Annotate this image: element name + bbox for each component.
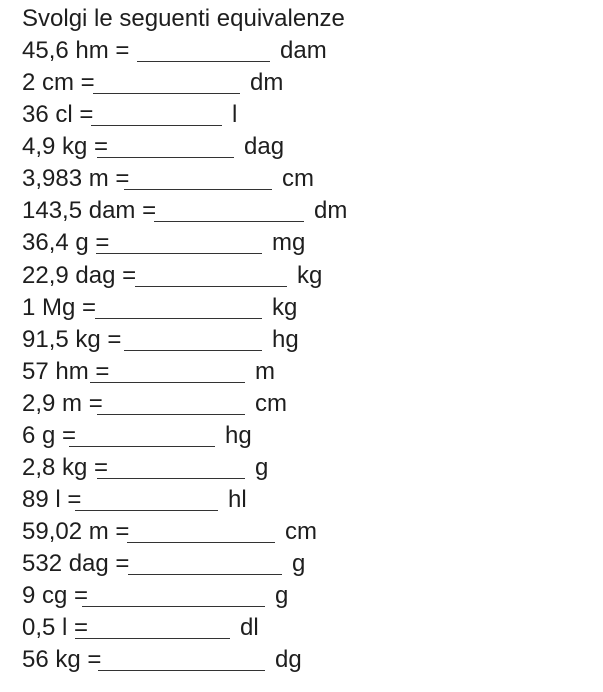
answer-blank [124, 189, 272, 190]
answer-blank [135, 286, 287, 287]
answer-blank [97, 478, 245, 479]
exercise-expression: 2 cm = [22, 69, 95, 96]
exercise-expression: 6 g = [22, 422, 77, 449]
answer-blank [95, 318, 262, 319]
target-unit: hg [225, 422, 252, 449]
exercise-expression: 89 l = [22, 486, 82, 513]
answer-blank [124, 350, 262, 351]
answer-blank [91, 125, 222, 126]
exercise-expression: 59,02 m = [22, 518, 130, 545]
exercise-expression: 36,4 g = [22, 229, 110, 256]
exercise-expression: 91,5 kg = [22, 326, 122, 353]
target-unit: kg [272, 294, 298, 321]
target-unit: kg [297, 262, 323, 289]
exercise-expression: 57 hm = [22, 358, 110, 385]
exercise-expression: 1 Mg = [22, 294, 97, 321]
answer-blank [75, 638, 230, 639]
answer-blank [97, 414, 245, 415]
exercise-expression: 22,9 dag = [22, 262, 137, 289]
target-unit: g [275, 582, 289, 609]
target-unit: cm [282, 165, 314, 192]
answer-blank [93, 93, 240, 94]
target-unit: dm [250, 69, 284, 96]
target-unit: g [292, 550, 306, 577]
answer-blank [96, 253, 262, 254]
exercise-expression: 9 cg = [22, 582, 89, 609]
exercise-expression: 2,9 m = [22, 390, 103, 417]
exercise-expression: 3,983 m = [22, 165, 130, 192]
exercise-expression: 143,5 dam = [22, 197, 157, 224]
target-unit: dm [314, 197, 348, 224]
target-unit: dg [275, 646, 302, 673]
exercise-expression: 532 dag = [22, 550, 130, 577]
answer-blank [154, 221, 304, 222]
answer-blank [128, 574, 282, 575]
answer-blank [98, 670, 265, 671]
target-unit: g [255, 454, 269, 481]
exercise-expression: 56 kg = [22, 646, 102, 673]
answer-blank [90, 382, 245, 383]
target-unit: cm [285, 518, 317, 545]
target-unit: dl [240, 614, 259, 641]
exercise-expression: 4,9 kg = [22, 133, 109, 160]
answer-blank [82, 606, 265, 607]
worksheet-title: Svolgi le seguenti equivalenze [22, 5, 345, 32]
target-unit: hl [228, 486, 247, 513]
answer-blank [69, 446, 215, 447]
target-unit: l [232, 101, 238, 128]
exercise-expression: 0,5 l = [22, 614, 89, 641]
answer-blank [137, 61, 270, 62]
target-unit: hg [272, 326, 299, 353]
target-unit: dag [244, 133, 285, 160]
exercise-expression: 45,6 hm = [22, 37, 130, 64]
answer-blank [75, 510, 218, 511]
answer-blank [97, 157, 234, 158]
target-unit: mg [272, 229, 306, 256]
answer-blank [127, 542, 275, 543]
target-unit: m [255, 358, 275, 385]
exercise-expression: 36 cl = [22, 101, 94, 128]
target-unit: cm [255, 390, 287, 417]
target-unit: dam [280, 37, 327, 64]
exercise-expression: 2,8 kg = [22, 454, 109, 481]
